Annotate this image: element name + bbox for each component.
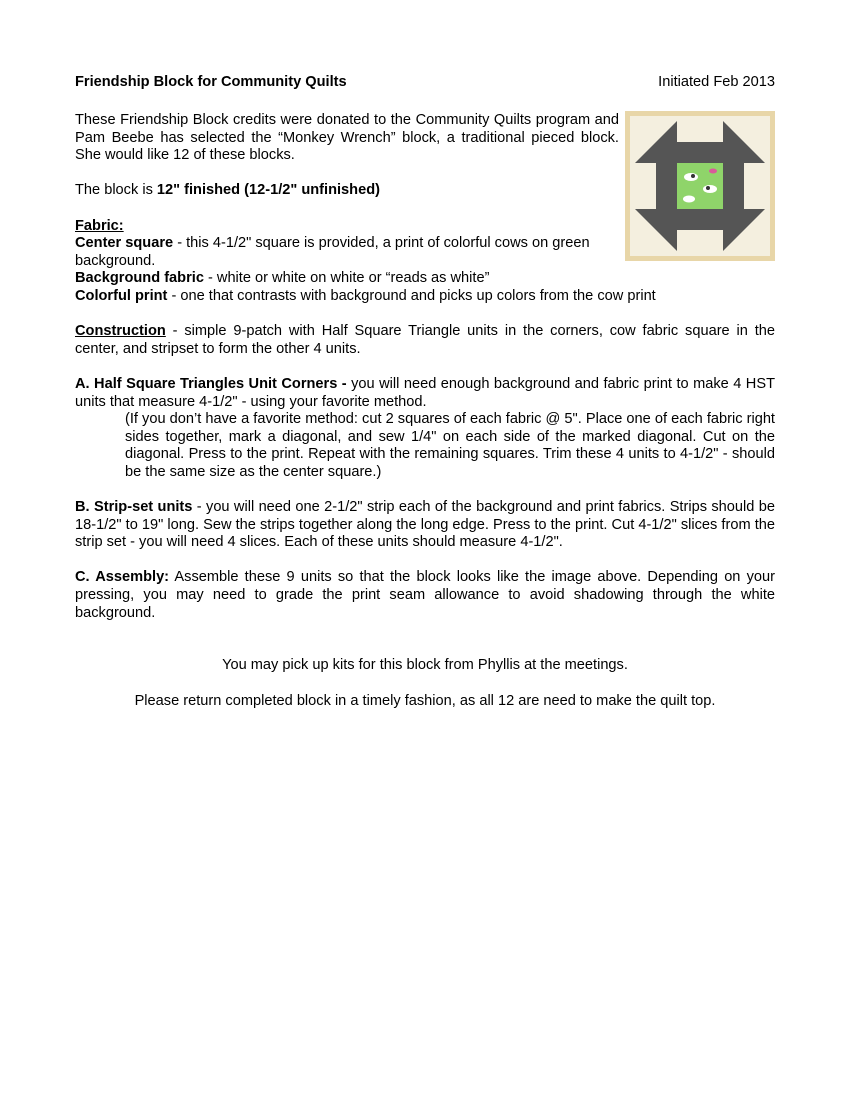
document-title: Friendship Block for Community Quilts xyxy=(75,74,347,90)
block-size-prefix: The block is xyxy=(75,182,157,199)
cow-3 xyxy=(683,196,695,203)
section-a-paragraph: A. Half Square Triangles Unit Corners - you will need enough background and fabric print to make 4 HST units that measure 4-1/2" - using your favorite method. xyxy=(75,375,775,410)
return-note: Please return completed block in a timely fashion, as all 12 are need to make the quilt top. xyxy=(134,692,716,709)
fabric-background: Background fabric - white or white on white or “reads as white” xyxy=(75,270,490,287)
construction-paragraph: Construction - simple 9-patch with Half Square Triangle units in the corners, cow fabric square in the center, and stripset to form the other 4 units. xyxy=(75,323,775,357)
fabric-colorful-print: Colorful print - one that contrasts with background and picks up colors from the cow print xyxy=(75,287,656,304)
fabric-heading: Fabric: xyxy=(75,217,124,234)
cow-1 xyxy=(684,173,698,181)
strip-top xyxy=(677,142,723,163)
cow-2 xyxy=(703,185,717,193)
section-b-paragraph: B. Strip-set units - you will need one 2-1/2" strip each of the background and print fabrics. Strips should be 18-1/2" to 19" long. Sew the strips together along the long edge. Press to the print. Cut 4-1/2" slices from the strip set - you will need 4 slices. Each of these units should measure 4-1/2". xyxy=(75,499,775,551)
strip-bottom xyxy=(677,209,723,230)
section-c-paragraph: C. Assembly: Assemble these 9 units so that the block looks like the image above. Depending on your pressing, you may need to grade the print seam allowance to avoid shadowing through the white background. xyxy=(75,569,775,621)
monkey-wrench-block-image xyxy=(625,111,775,261)
cow-4 xyxy=(709,169,717,174)
strip-right xyxy=(723,163,744,209)
block-size-value: 12" finished (12-1/2" unfinished) xyxy=(156,182,380,199)
kits-note: You may pick up kits for this block from Phyllis at the meetings. xyxy=(222,657,628,674)
fabric-center-square: Center square - this 4-1/2" square is provided, a print of colorful cows on green background. xyxy=(75,235,590,269)
strip-left xyxy=(656,163,677,209)
header xyxy=(75,74,775,96)
section-a-method: (If you don’t have a favorite method: cut 2 squares of each fabric @ 5". Place one of each fabric right sides together, mark a diagonal, and sew 1/4" on each side of the marked diagonal. Cut on the diagonal. Press to the print. Repeat with the remaining squares. Trim these 4 units to 4-1/2" - should be the same size as the center square.) xyxy=(125,411,775,480)
intro-paragraph: These Friendship Block credits were donated to the Community Quilts program and Pam Beebe has selected the “Monkey Wrench” block, a traditional pieced block. She would like 12 of these blocks. xyxy=(75,112,619,164)
initiated-date: Initiated Feb 2013 xyxy=(658,74,775,90)
